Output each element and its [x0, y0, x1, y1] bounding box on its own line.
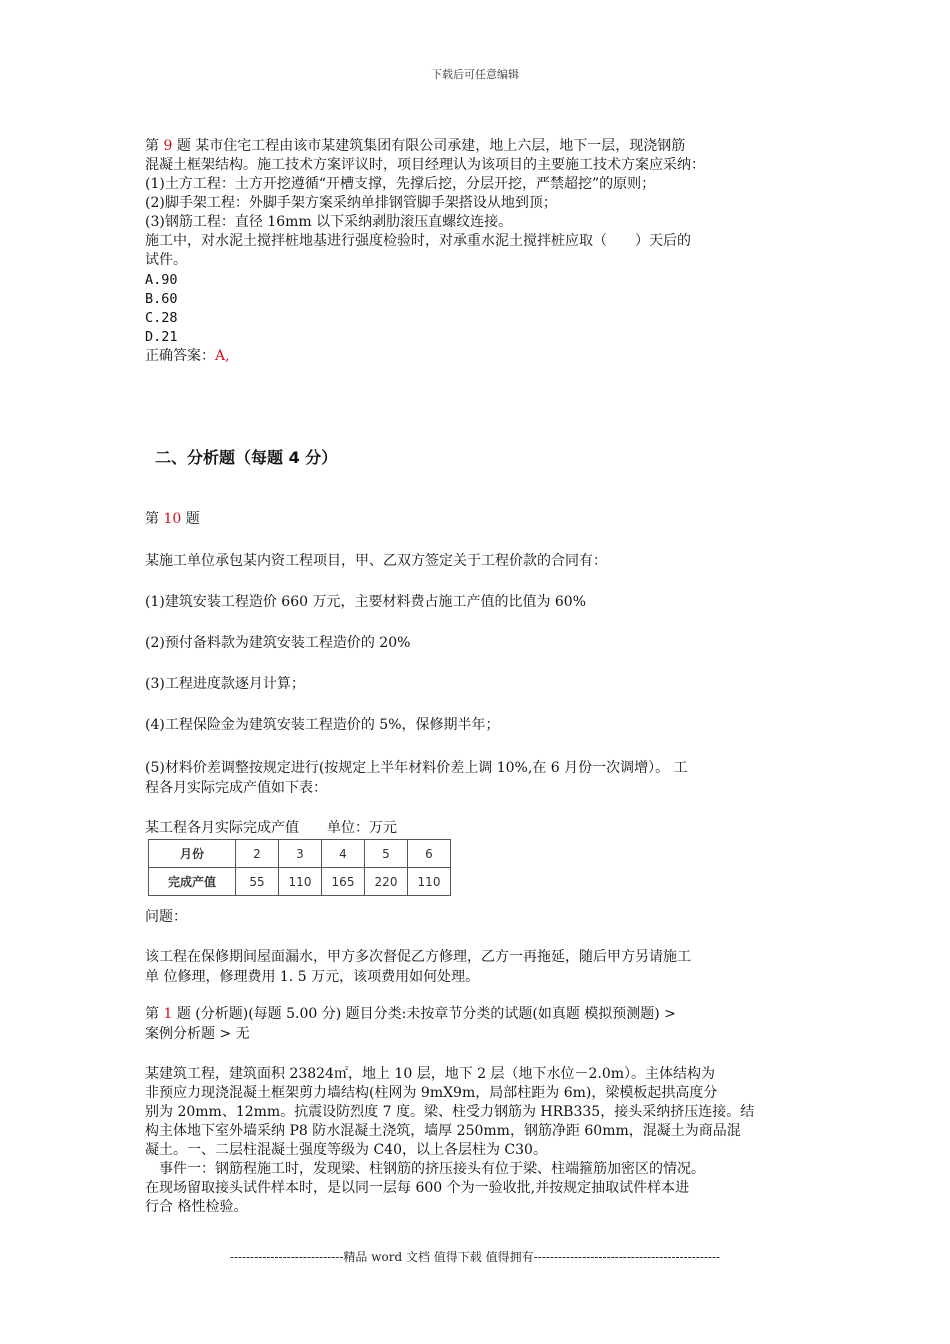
table-month-cell: 3 — [279, 840, 322, 868]
q9-line: 施工中，对水泥土搅拌桩地基进行强度检验时，对承重水泥土搅拌桩应取（ ）天后的 — [145, 233, 691, 249]
table-value-cell: 110 — [408, 868, 451, 896]
q10-suffix: 题 — [181, 511, 200, 527]
q1-meta-line2: 案例分析题 > 无 — [145, 1026, 250, 1042]
q1-meta — [145, 1003, 676, 1025]
q10-item-3: (3)工程进度款逐月计算； — [145, 676, 305, 692]
q9-prefix: 第 — [145, 138, 164, 154]
table-month-cell: 5 — [365, 840, 408, 868]
q10-item-5-continued: 程各月实际完成产值如下表： — [145, 780, 327, 796]
table-value-cell: 55 — [236, 868, 279, 896]
q1-body-line: 凝土。一、二层柱混凝土强度等级为 C40，以上各层柱为 C30。 — [145, 1142, 547, 1158]
q10-item-4: (4)工程保险金为建筑安装工程造价的 5%，保修期半年； — [145, 717, 500, 733]
q1-prefix: 第 — [145, 1006, 164, 1022]
q1-body-line: 非预应力现浇混凝土框架剪力墙结构(柱网为 9mX9m，局部柱距为 6m)，梁模板起拱高度分 — [145, 1085, 718, 1101]
q1-body-line: 别为 20mm、12mm。抗震设防烈度 7 度。梁、柱受力钢筋为 HRB335，接头采纳挤压连接。结 — [145, 1104, 755, 1120]
q10-title — [145, 508, 200, 530]
page-footer: ----------------------------精品 word 文档 值得下载 值得拥有---------------------------------------------- — [229, 1250, 721, 1264]
q1-body-line: 在现场留取接头试件样本时，是以同一层每 600 个为一验收批,并按规定抽取试件样本进 — [145, 1180, 690, 1196]
table-value-cell: 165 — [322, 868, 365, 896]
table-row-label: 完成产值 — [149, 868, 236, 896]
q9-line: (2)脚手架工程：外脚手架方案采纳单排钢管脚手架搭设从地到顶； — [145, 195, 557, 211]
table-value-row — [149, 868, 451, 896]
q9-line: (1)土方工程：土方开挖遵循“开槽支撑，先撑后挖，分层开挖，严禁超挖”的原则； — [145, 176, 656, 192]
q9-option-b: B.60 — [145, 291, 178, 307]
question-label: 问题： — [145, 909, 187, 925]
q9-answer-label: 正确答案： — [145, 348, 215, 364]
table-caption: 某工程各月实际完成产值 单位：万元 — [145, 820, 397, 836]
q1-number: 1 — [163, 1006, 173, 1022]
q10-number: 10 — [163, 511, 182, 527]
q9-answer-value: A, — [215, 348, 230, 364]
q1-meta-text: 题 (分析题)(每题 5.00 分) 题目分类:未按章节分类的试题(如真题 模拟预测题) > — [172, 1006, 676, 1022]
table-month-cell: 6 — [408, 840, 451, 868]
table-value-cell: 220 — [365, 868, 408, 896]
production-table — [148, 839, 451, 896]
q10-item-2: (2)预付备料款为建筑安装工程造价的 20% — [145, 635, 411, 651]
q9-option-c: C.28 — [145, 310, 178, 326]
q1-body-line: 行合 格性检验。 — [145, 1199, 248, 1215]
q9-option-d: D.21 — [145, 329, 178, 345]
q10-item-1: (1)建筑安装工程造价 660 万元，主要材料费占施工产值的比值为 60% — [145, 594, 587, 610]
q10-prefix: 第 — [145, 511, 164, 527]
q9-line: (3)钢筋工程：直径 16mm 以下采纳剥肋滚压直螺纹连接。 — [145, 214, 513, 230]
q9-line: 混凝土框架结构。施工技术方案评议时，项目经理认为该项目的主要施工技术方案应采纳： — [145, 157, 705, 173]
q10-item-5: (5)材料价差调整按规定进行(按规定上半年材料价差上调 10%,在 6 月份一次调增）。 工 — [145, 760, 688, 776]
q9-answer — [145, 347, 230, 365]
q9-title-text: 题 某市住宅工程由该市某建筑集团有限公司承建，地上六层，地下一层，现浇钢筋 — [172, 138, 686, 154]
question-line: 该工程在保修期间屋面漏水，甲方多次督促乙方修理，乙方一再拖延，随后甲方另请施工 — [145, 949, 691, 965]
q9-number: 9 — [163, 138, 173, 154]
section-title: 二、分析题（每题 4 分） — [155, 448, 338, 467]
table-header-row — [149, 840, 451, 868]
table-header-label: 月份 — [149, 840, 236, 868]
question-line: 单 位修理，修理费用 1. 5 万元，该项费用如何处理。 — [145, 969, 480, 985]
q9-line: 试件。 — [145, 252, 187, 268]
q1-body-line: 事件一：钢筋程施工时，发现梁、柱钢筋的挤压接头有位于梁、柱端箍筋加密区的情况。 — [145, 1161, 705, 1177]
table-month-cell: 2 — [236, 840, 279, 868]
q10-intro: 某施工单位承包某内资工程项目，甲、乙双方签定关于工程价款的合同有： — [145, 553, 607, 569]
table-value-cell: 110 — [279, 868, 322, 896]
q9-option-a: A.90 — [145, 272, 178, 288]
table-month-cell: 4 — [322, 840, 365, 868]
q1-body-line: 某建筑工程，建筑面积 23824㎡，地上 10 层，地下 2 层（地下水位－2.0m）。主体结构为 — [145, 1066, 716, 1082]
page-header: 下载后可任意编辑 — [431, 68, 519, 81]
q1-body-line: 构主体地下室外墙采纳 P8 防水混凝土浇筑，墙厚 250mm，钢筋净距 60mm，混凝土为商品混 — [145, 1123, 741, 1139]
q9-title — [145, 137, 685, 155]
